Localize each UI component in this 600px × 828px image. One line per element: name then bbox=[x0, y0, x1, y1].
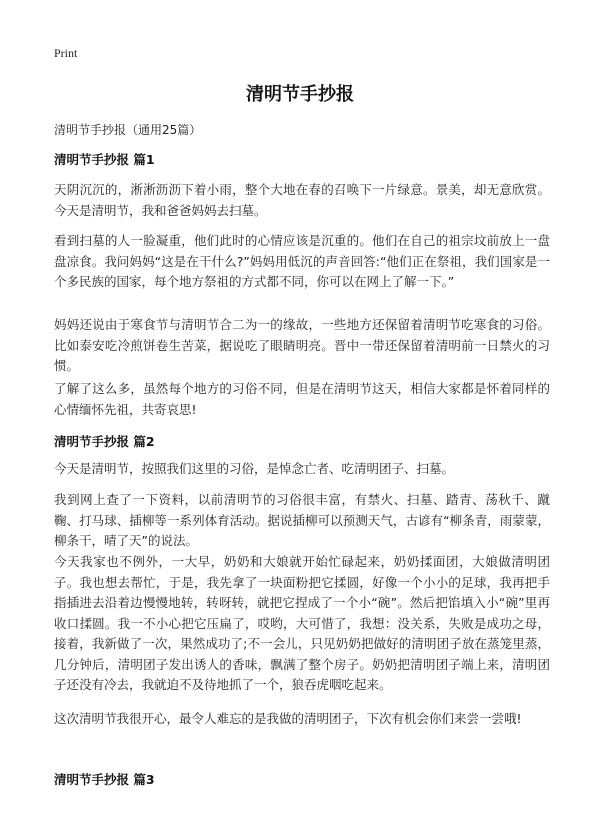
paragraph: 我到网上查了一下资料，以前清明节的习俗很丰富，有禁火、扫墓、踏青、荡秋千、蹴鞠、打马球、插柳等一系列体育活动。据说插柳可以预测天气，古谚有“柳条青，雨蒙蒙，柳条干，晴了天”的说法。 bbox=[54, 492, 550, 548]
print-label: Print bbox=[54, 46, 78, 60]
paragraph: 妈妈还说由于寒食节与清明节合二为一的缘故，一些地方还保留着清明节吃寒食的习俗。比如泰安吃冷煎饼卷生苦菜，据说吃了眼睛明亮。晋中一带还保留着清明前一日禁火的习惯。 bbox=[54, 317, 550, 373]
paragraph: 今天是清明节，按照我们这里的习俗，是悼念亡者、吃清明团子、扫墓。 bbox=[54, 461, 455, 476]
section-heading: 清明节手抄报 篇2 bbox=[54, 434, 155, 449]
section-heading: 清明节手抄报 篇1 bbox=[54, 152, 155, 167]
paragraph: 今天我家也不例外，一大早，奶奶和大娘就开始忙碌起来，奶奶揉面团，大娘做清明团子。我也想去帮忙，于是，我先拿了一块面粉把它揉圆，好像一个小小的足球，我再把手指插进去沿着边慢慢地转，转呀转，就把它捏成了一个小“碗”。然后把馅填入小“碗”里再收口揉圆。我一不小心把它压扁了，哎哟，大可惜了，我想：没关系，失败是成功之母，接着，我新做了一次，果然成功了;不一会儿，只见奶奶把做好的清明团子放在蒸笼里蒸，几分钟后，清明团子发出诱人的香味，飘满了整个房子。奶奶把清明团子端上来，清明团子还没有冷去，我就迫不及待地抓了一个，狼吞虎咽吃起来。 bbox=[54, 554, 550, 692]
document-title: 清明节手抄报 bbox=[246, 84, 354, 105]
section-heading: 清明节手抄报 篇3 bbox=[54, 772, 155, 787]
paragraph: 看到扫墓的人一脸凝重，他们此时的心情应该是沉重的。他们在自己的祖宗坟前放上一盘盘凉食。我问妈妈“这是在干什么?”妈妈用低沉的声音回答:“他们正在祭祖，我们国家是一个多民族的国家，每个地方祭祖的方式都不同，你可以在网上了解一下。” bbox=[54, 233, 550, 289]
document-subtitle: 清明节手抄报（通用25篇） bbox=[54, 123, 202, 137]
paragraph: 天阴沉沉的，淅淅沥沥下着小雨，整个大地在春的召唤下一片绿意。景美，却无意欣赏。今天是清明节，我和爸爸妈妈去扫墓。 bbox=[54, 182, 550, 218]
paragraph: 这次清明节我很开心，最令人难忘的是我做的清明团子，下次有机会你们来尝一尝哦! bbox=[54, 711, 522, 726]
paragraph: 了解了这么多，虽然每个地方的习俗不同，但是在清明节这天，相信大家都是怀着同样的心情缅怀先祖，共寄哀思! bbox=[54, 381, 550, 417]
